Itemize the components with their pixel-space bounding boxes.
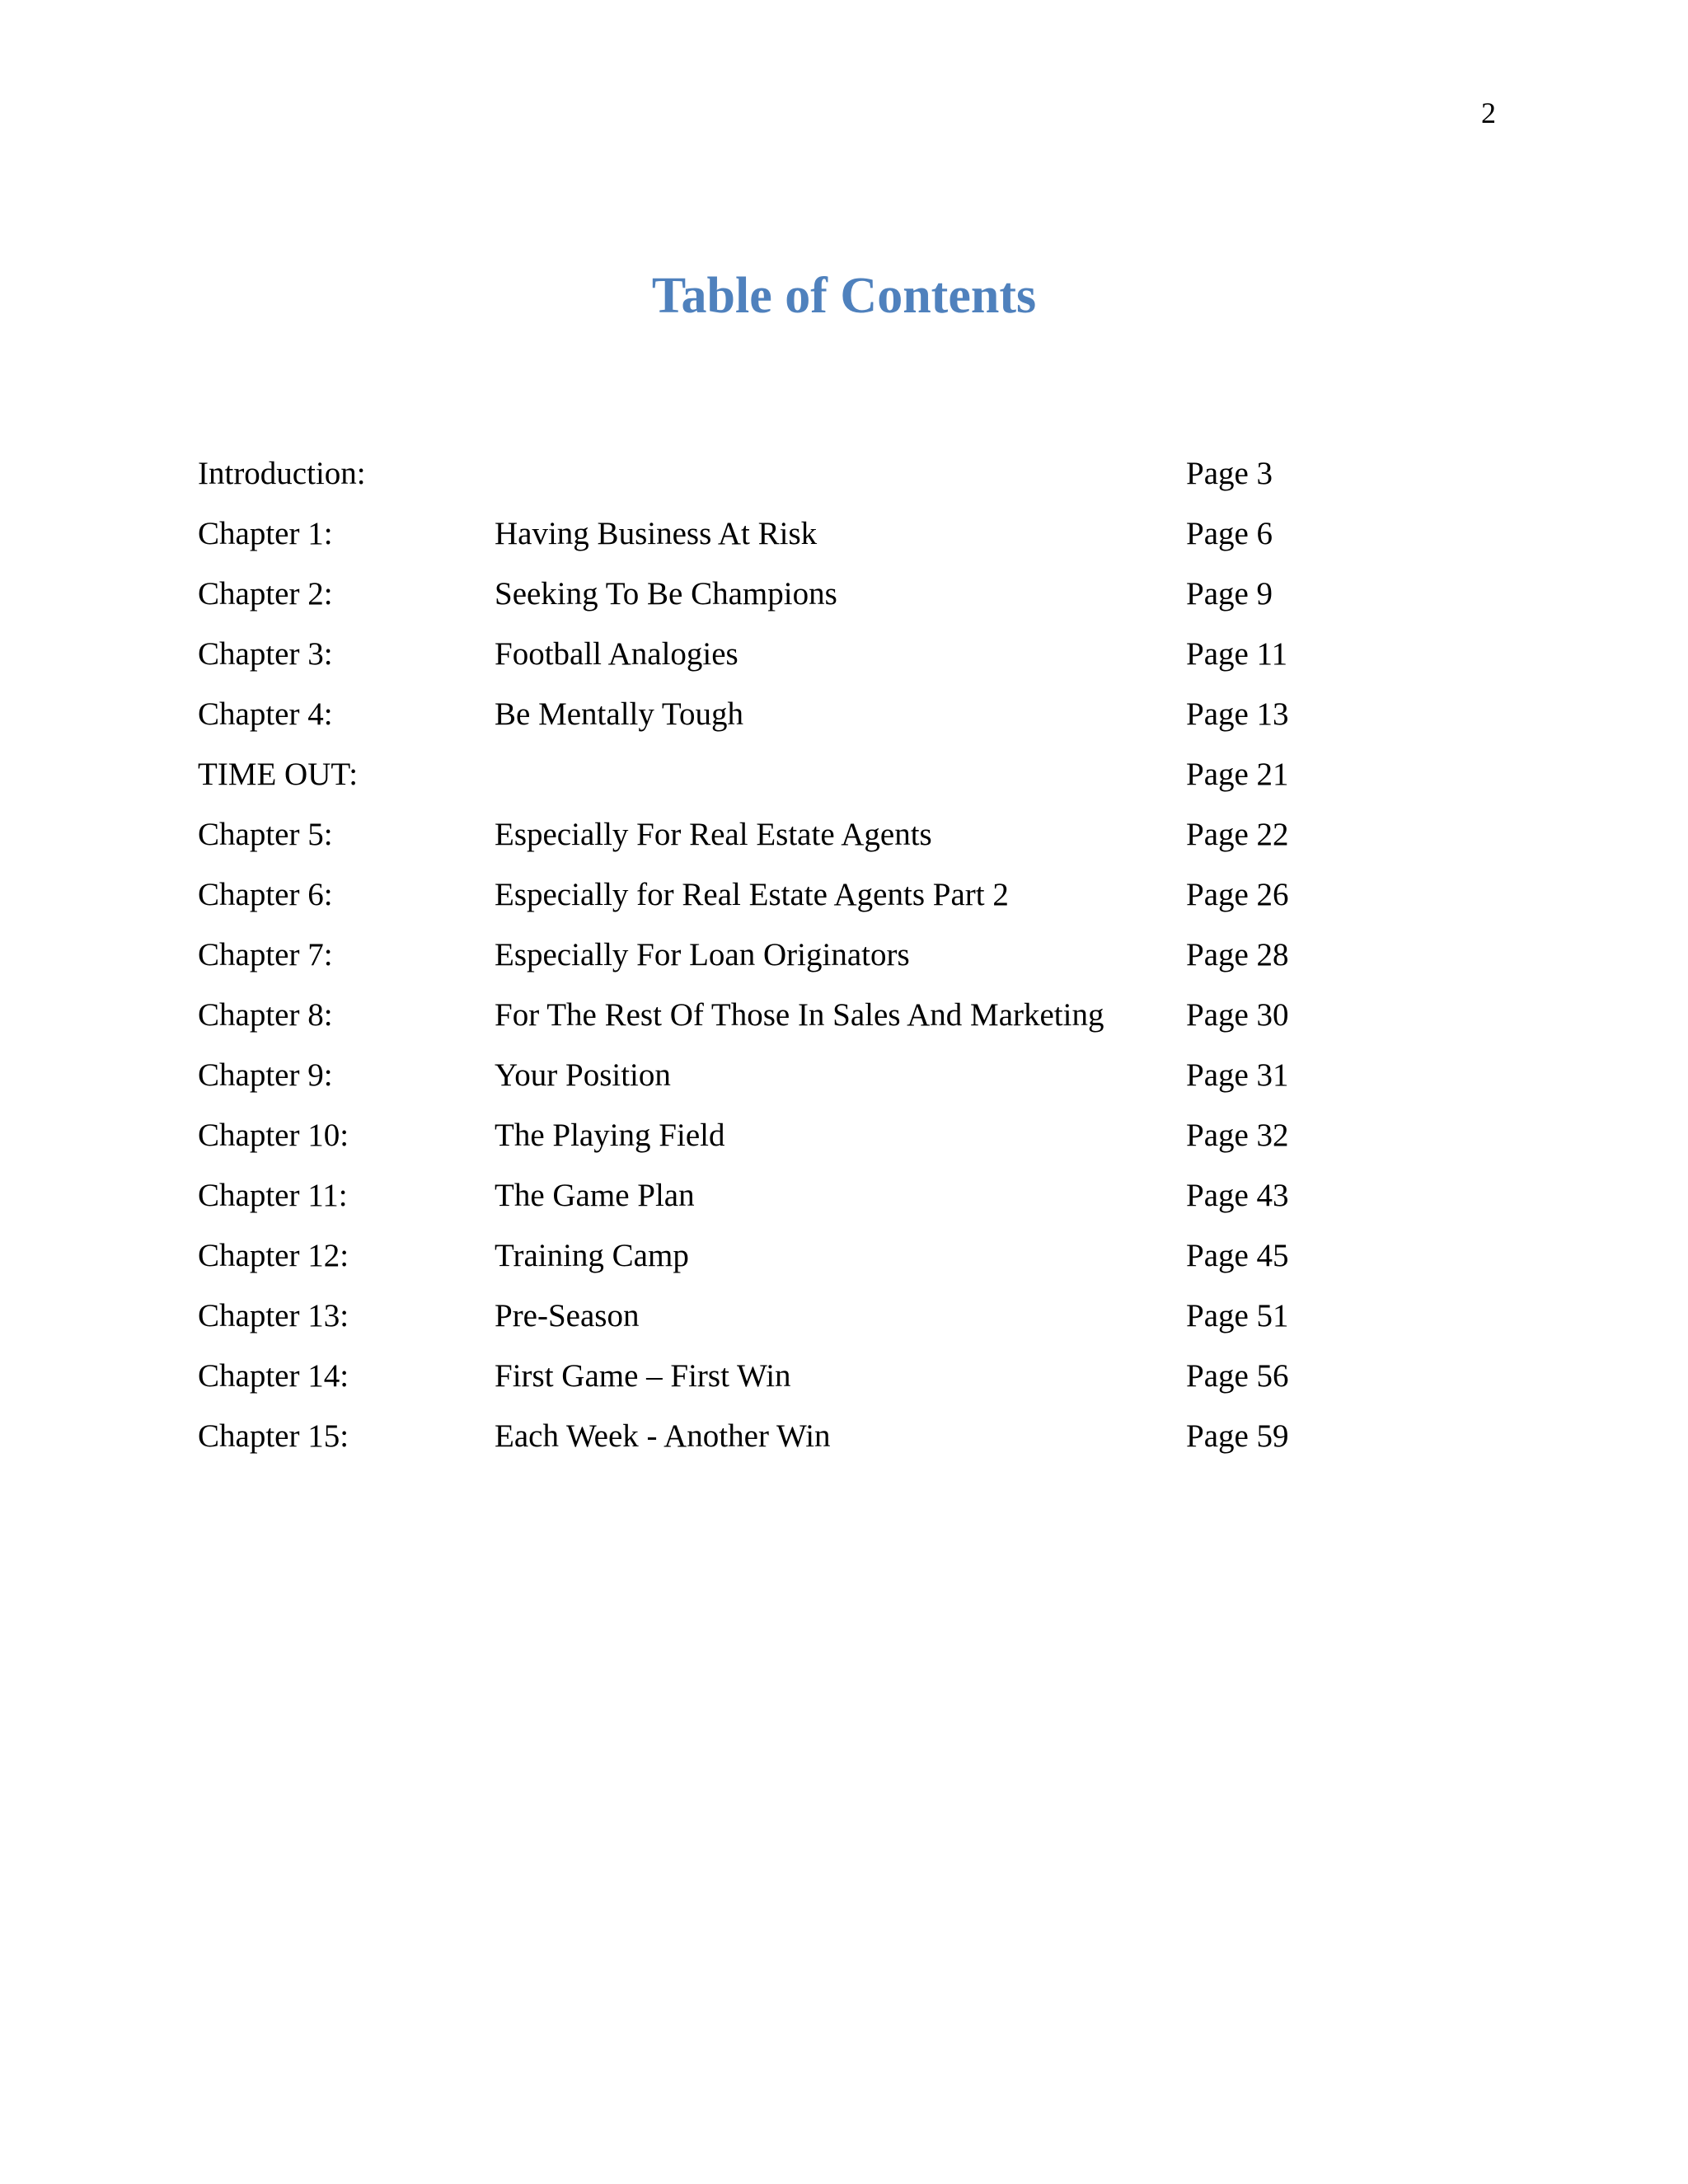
toc-entry	[198, 1286, 1385, 1346]
toc-entry	[198, 504, 1385, 564]
toc-entry-label: Chapter 14:	[198, 1358, 349, 1394]
toc-entry	[198, 684, 1385, 744]
toc-entry-title: Each Week - Another Win	[495, 1418, 831, 1454]
toc-entry-title: Pre-Season	[495, 1298, 640, 1333]
toc-entry-page: Page 51	[1186, 1298, 1289, 1333]
toc-entry-title: Especially For Loan Originators	[495, 937, 910, 972]
toc-entry	[198, 1406, 1385, 1466]
toc-entry	[198, 1045, 1385, 1105]
toc-entry	[198, 744, 1385, 804]
toc-entry-title: For The Rest Of Those In Sales And Marketing	[495, 997, 1104, 1033]
toc-entry-label: Chapter 10:	[198, 1118, 349, 1153]
toc-entry-label: Chapter 1:	[198, 516, 333, 551]
toc-entry-label: Chapter 15:	[198, 1418, 349, 1454]
toc-entry-title: Especially For Real Estate Agents	[495, 817, 932, 852]
toc-entry-title: Football Analogies	[495, 636, 738, 672]
toc-entry-label: Chapter 4:	[198, 696, 333, 732]
toc-entry-label: Chapter 7:	[198, 937, 333, 972]
toc-entry-label: Chapter 8:	[198, 997, 333, 1033]
toc-entry-page: Page 30	[1186, 997, 1289, 1033]
toc-entry-title: First Game – First Win	[495, 1358, 791, 1394]
toc-entry-page: Page 11	[1186, 636, 1288, 672]
page-number: 2	[1481, 96, 1496, 129]
toc-entry-label: Chapter 5:	[198, 817, 333, 852]
toc-entry	[198, 804, 1385, 865]
toc-entry-title: Training Camp	[495, 1238, 689, 1273]
toc-entry-label: Chapter 12:	[198, 1238, 349, 1273]
toc-entry-label: Chapter 3:	[198, 636, 333, 672]
toc-entry	[198, 564, 1385, 624]
toc-entry-page: Page 22	[1186, 817, 1289, 852]
toc-entry-page: Page 3	[1186, 456, 1273, 491]
table-of-contents	[198, 443, 1385, 1466]
toc-entry	[198, 1105, 1385, 1165]
toc-entry-page: Page 6	[1186, 516, 1273, 551]
toc-entry-page: Page 9	[1186, 576, 1273, 612]
toc-entry-page: Page 13	[1186, 696, 1289, 732]
toc-entry-page: Page 28	[1186, 937, 1289, 972]
toc-entry	[198, 985, 1385, 1045]
toc-entry-title: Having Business At Risk	[495, 516, 818, 551]
toc-entry-label: Introduction:	[198, 456, 366, 491]
toc-entry-title: Especially for Real Estate Agents Part 2	[495, 877, 1009, 912]
toc-entry-title: Your Position	[495, 1057, 671, 1093]
toc-entry-page: Page 26	[1186, 877, 1289, 912]
toc-entry-label: Chapter 11:	[198, 1178, 348, 1213]
toc-entry	[198, 865, 1385, 925]
toc-entry-label: TIME OUT:	[198, 757, 359, 792]
toc-entry	[198, 1346, 1385, 1406]
toc-entry-page: Page 43	[1186, 1178, 1289, 1213]
toc-entry-title: Be Mentally Tough	[495, 696, 744, 732]
toc-entry-page: Page 21	[1186, 757, 1289, 792]
toc-entry-label: Chapter 13:	[198, 1298, 349, 1333]
toc-entry	[198, 1226, 1385, 1286]
toc-entry	[198, 624, 1385, 684]
toc-entry-title: Seeking To Be Champions	[495, 576, 837, 612]
toc-entry-page: Page 59	[1186, 1418, 1289, 1454]
toc-entry-label: Chapter 6:	[198, 877, 333, 912]
toc-entry-label: Chapter 2:	[198, 576, 333, 612]
toc-entry-title: The Playing Field	[495, 1118, 725, 1153]
toc-entry-page: Page 45	[1186, 1238, 1289, 1273]
toc-entry-page: Page 56	[1186, 1358, 1289, 1394]
page-title: Table of Contents	[651, 268, 1037, 324]
toc-entry	[198, 443, 1385, 504]
toc-entry	[198, 1165, 1385, 1226]
toc-entry-title: The Game Plan	[495, 1178, 695, 1213]
toc-entry	[198, 925, 1385, 985]
toc-entry-page: Page 31	[1186, 1057, 1289, 1093]
toc-entry-label: Chapter 9:	[198, 1057, 333, 1093]
toc-entry-page: Page 32	[1186, 1118, 1289, 1153]
